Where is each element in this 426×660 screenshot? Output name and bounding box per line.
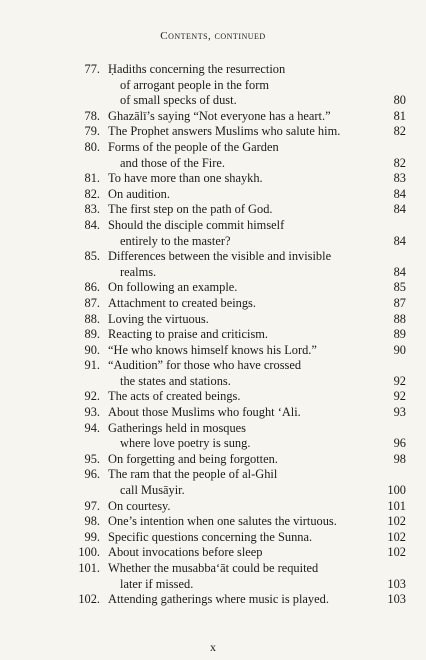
toc-entry [70,62,406,109]
toc-entry-line [70,405,406,421]
entry-title: To have more than one shaykh. [108,171,263,186]
entry-number: 98. [84,514,100,529]
entry-page-number: 103 [387,576,406,591]
entry-number: 88. [84,311,100,326]
toc-entry [70,405,406,421]
entry-number: 86. [84,280,100,295]
entry-number: 77. [84,62,100,76]
toc-entry [70,218,406,249]
entry-number: 79. [84,124,100,139]
toc-entry [70,280,406,296]
entry-page-number: 88 [393,311,406,326]
entry-title: Specific questions concerning the Sunna. [108,529,313,544]
entry-page-number: 89 [393,327,406,342]
entry-title: Ḥadiths concerning the resurrection [108,62,286,76]
toc-entry-line [70,296,406,312]
entry-number: 90. [84,342,100,357]
page-number: x [210,640,216,654]
entry-title: entirely to the master? [120,233,231,248]
entry-title: Attachment to created beings. [108,295,256,310]
entry-page-number: 83 [393,171,406,186]
entry-title: “He who knows himself knows his Lord.” [108,342,317,357]
toc-entry [70,171,406,187]
entry-number: 83. [84,202,100,217]
toc-entry [70,467,406,498]
toc-entry [70,592,406,608]
toc-entry [70,249,406,280]
entry-title: About invocations before sleep [108,545,263,560]
toc-entry [70,561,406,592]
entry-number: 91. [84,358,100,373]
toc-entry-line [70,78,406,94]
toc-entry-line [70,109,406,125]
toc-entry [70,514,406,530]
toc-entry-line [70,202,406,218]
entry-number: 101. [78,561,100,575]
toc-entry [70,545,406,561]
toc-entry [70,187,406,203]
entry-number: 87. [84,295,100,310]
entry-page-number: 85 [393,280,406,295]
toc-entry [70,327,406,343]
toc-entry-line [70,530,406,546]
entry-number: 81. [84,171,100,186]
entry-title: The Prophet answers Muslims who salute him. [108,124,341,139]
entry-page-number: 84 [393,186,406,201]
entry-title: of small specks of dust. [120,93,237,108]
entry-title: realms. [120,264,157,279]
entry-number: 100. [78,545,100,560]
entry-number: 92. [84,389,100,404]
entry-number: 80. [84,139,100,154]
entry-title: The acts of created beings. [108,389,241,404]
toc-entry-line [70,156,406,172]
toc-entry [70,530,406,546]
toc-entry [70,421,406,452]
toc-entry-line [70,187,406,203]
toc-entry-line [70,421,406,437]
entry-title: On courtesy. [108,498,171,513]
entry-page-number: 101 [387,498,406,513]
toc-entry-line [70,124,406,140]
entry-title: “Audition” for those who have crossed [108,358,302,373]
toc-entry [70,140,406,171]
entry-page-number: 82 [393,124,406,139]
toc-entry-line [70,140,406,156]
toc-entry-line [70,249,406,265]
entry-number: 97. [84,498,100,513]
entry-title: Differences between the visible and invisible [108,249,332,264]
entry-title: On audition. [108,186,170,201]
toc-entry [70,389,406,405]
toc-entry [70,124,406,140]
toc-entry [70,109,406,125]
entry-title: where love poetry is sung. [120,436,251,451]
toc-entry-line [70,343,406,359]
toc-entry-line [70,467,406,483]
entry-page-number: 87 [393,295,406,310]
entry-page-number: 84 [393,202,406,217]
entry-title: Gatherings held in mosques [108,420,246,435]
toc-entry-line [70,62,406,78]
entry-title: One’s intention when one salutes the virtuous. [108,514,337,529]
entry-page-number: 103 [387,592,406,607]
entry-page-number: 102 [387,545,406,560]
entry-page-number: 96 [393,436,406,451]
entry-page-number: 84 [393,264,406,279]
toc-entry-line [70,265,406,281]
entry-page-number: 102 [387,529,406,544]
toc-entry-line [70,171,406,187]
entry-title: The first step on the path of God. [108,202,273,217]
toc-entry [70,452,406,468]
entry-page-number: 90 [393,342,406,357]
entry-title: The ram that the people of al-Ghil [108,467,278,482]
toc-entry-line [70,483,406,499]
toc-entry [70,296,406,312]
toc-entry [70,343,406,359]
entry-page-number: 92 [393,389,406,404]
entry-number: 82. [84,186,100,201]
entry-title: Ghazālī’s saying “Not everyone has a heart.” [108,108,331,123]
entry-number: 78. [84,108,100,123]
entry-title: call Musāyir. [120,483,185,498]
entry-title: On forgetting and being forgotten. [108,451,278,466]
running-header: Contents, continued [160,30,266,42]
entry-page-number: 81 [393,108,406,123]
entry-title: On following an example. [108,280,238,295]
entry-title: Whether the musabba‘āt could be requited [108,561,319,575]
toc-entry-line [70,452,406,468]
entry-number: 96. [84,467,100,482]
toc-entry [70,358,406,389]
entry-title: Reacting to praise and criticism. [108,327,268,342]
entry-page-number: 82 [393,155,406,170]
toc-entry-line [70,218,406,234]
entry-number: 89. [84,327,100,342]
toc-entry-line [70,514,406,530]
entry-page-number: 84 [393,233,406,248]
toc-entry-line [70,499,406,515]
toc-entry-line [70,436,406,452]
entry-title: later if missed. [120,576,194,591]
entry-number: 85. [84,249,100,264]
entry-page-number: 98 [393,451,406,466]
toc-entry-line [70,312,406,328]
entry-page-number: 80 [393,93,406,108]
toc-entry-line [70,577,406,593]
entry-title: of arrogant people in the form [120,77,269,92]
toc-entry-line [70,327,406,343]
toc-entry-line [70,234,406,250]
toc-entry-line [70,358,406,374]
entry-title: Loving the virtuous. [108,311,209,326]
entry-title: Should the disciple commit himself [108,217,285,232]
toc-entry-line [70,280,406,296]
entry-number: 93. [84,405,100,420]
entry-number: 99. [84,529,100,544]
toc-entry-line [70,93,406,109]
entry-title: and those of the Fire. [120,155,225,170]
entry-number: 94. [84,420,100,435]
entry-page-number: 92 [393,373,406,388]
entry-page-number: 100 [387,483,406,498]
entry-number: 84. [84,217,100,232]
toc-entry-line [70,374,406,390]
entry-page-number: 93 [393,405,406,420]
entry-page-number: 102 [387,514,406,529]
table-of-contents [70,62,406,608]
toc-entry [70,312,406,328]
entry-number: 95. [84,451,100,466]
toc-entry [70,499,406,515]
toc-entry-line [70,389,406,405]
toc-entry-line [70,561,406,577]
toc-entry [70,202,406,218]
entry-title: About those Muslims who fought ‘Ali. [108,405,301,420]
entry-title: Forms of the people of the Garden [108,139,279,154]
entry-title: Attending gatherings where music is played. [108,592,329,607]
entry-title: the states and stations. [120,373,231,388]
toc-entry-line [70,545,406,561]
entry-number: 102. [78,592,100,607]
toc-entry-line [70,592,406,608]
